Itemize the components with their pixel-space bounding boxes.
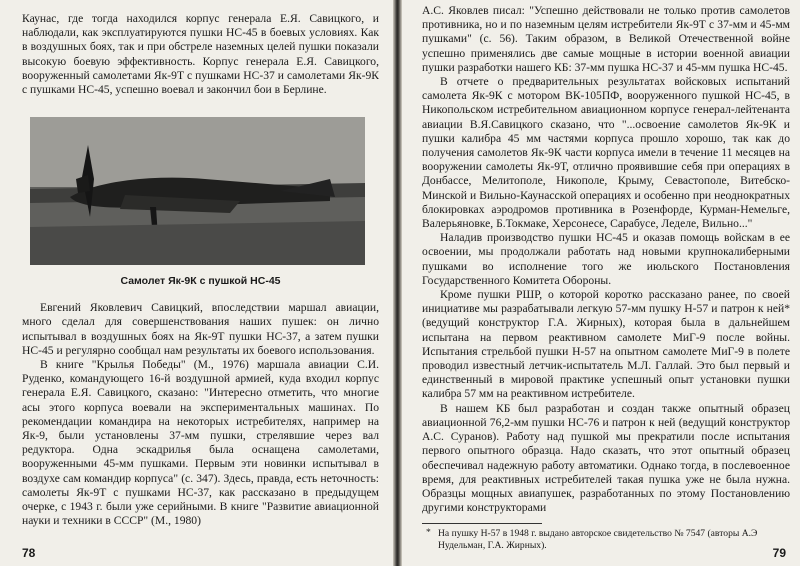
footnote-rule [422,523,542,524]
paragraph: Евгений Яковлевич Савицкий, впоследствии маршал авиации, много сделал для совершенствования наших пушек: он лично испытывал в воздушных боях на Як-9Т пушки НС-37, а затем пушки НС-45 и регулярно сообщал нам результаты их боевого использования. [22,301,379,357]
photo-caption: Самолет Як-9К с пушкой НС-45 [120,275,281,288]
paragraph: В отчете о предварительных результатах войсковых испытаний самолета Як-9К с мотором ВК-105ПФ, вооруженного пушкой НС-45, в Никопольском истребительном авиационном корпусе генерал-лейтенанта авиации В.Я.Савицкого сказано, что "...освоение самолетов Як-9К и пушки калибра 45 мм частями корпуса прошло хорошо, так как до получения самолетов Як-9К части корпуса имели в течение 11 месяцев на вооружении самолеты Як-9Т, отлично проявившие себя при операциях в Донбассе, Мелитополе, Никополе, Крыму, Севастополе, Витебско-Минской и Вильно-Каунасской операциях и особенно при неоднократных блокировках аэродромов противника в Розенфорде, Курман-Немельге, Валерьяновке, Б.Токмаке, Херсонесе, Сарабусе, Леделе, Вильно..." [422,75,790,231]
paragraph: Кроме пушки РШР, о которой коротко рассказано ранее, по своей инициативе мы разрабатывали легкую 57-мм пушку Н-57 и патрон к ней* (ведущий конструктор Г.А. Жирных), которая была в дальнейшем испытана на первом реактивном самолете МиГ-9 после войны. Испытания стрельбой пушки Н-57 на опытном самолете МиГ-9 в полете проводил известный летчик-испытатель М.Л. Галлай. Это был первый и единственный в мировой практике успешный опыт установки пушки калибра 57 мм на реактивном истребителе. [422,288,790,401]
aircraft-photo [30,117,365,265]
paragraph: В книге "Крылья Победы" (М., 1976) маршала авиации С.И. Руденко, командующего 16-й воздушной армией, куда входил корпус генерала Е.Я. Савицкого, сказано: "Интересно отметить, что многие асы этого корпуса воевали на экспериментальных машинах. По рекомендации командира на некоторых истребителях, например на Як-9, были установлены 37-мм пушки, стрелявшие через вал редуктора. Одна эскадрилья была оснащена самолетами, вооруженными 45-мм пушками. Первым эти новинки испытывал в воздухе сам командир корпуса" (с. 347). Здесь, правда, есть неточность: самолеты Як-9Т с пушками НС-37, как рассказано в предыдущем очерке, с 1943 г. были уже серийными. В книге "Развитие авиационной науки и техники в СССР" (М., 1980) [22,358,379,528]
page-number: 78 [22,546,36,560]
book-gutter [393,0,402,566]
page-number: 79 [772,546,786,560]
footnote-mark: * [426,527,431,539]
paragraph: Каунас, где тогда находился корпус генерала Е.Я. Савицкого, и наблюдали, как эксплуатируются пушки НС-45 в боевых условиях. Как в воздушных боях, так и при обстреле наземных целей пушки показали высокую боевую эффективность. Корпус генерала Е.Я. Савицкого, вооруженный самолетами Як-9Т с пушками НС-37 и самолетами Як-9К с пушками НС-45, успешно воевал и закончил бои в Берлине. [22,12,379,97]
right-page [402,0,800,566]
footnote-text: На пушку Н-57 в 1948 г. выдано авторское свидетельство № 7547 (авторы А.Э Нудельман, Г.А. Жирных). [438,528,758,552]
paragraph: Наладив производство пушки НС-45 и оказав помощь войскам в ее освоении, мы продолжали работать над новыми крупнокалиберными пушками во исполнение того же июльского Постановления Государственного Комитета Обороны. [422,231,790,287]
paragraph: В нашем КБ был разработан и создан также опытный образец авиационной 76,2-мм пушки НС-76 и патрон к ней (ведущий конструктор А.С. Суранов). Работу над пушкой мы прекратили после испытания первого опытного образца. Надо сказать, что этот опытный образец обеспечивал надежную работу автоматики. Однако тогда, в послевоенное время, для реактивных истребителей такая пушка уже не была нужна. Образцы мощных авиапушек, разработанных по этому Постановлению другими конструкторами [422,401,790,515]
left-page [0,0,393,566]
paragraph: А.С. Яковлев писал: "Успешно действовали не только против самолетов противника, но и по наземным целям истребители Як-9Т с 37-мм и 45-мм пушками" (с. 56). Таким образом, в Великой Отечественной войне успешно применялись две самые мощные в истории военной авиации пушки разработки нашего КБ: 37-мм пушка НС-37 и 45-мм пушка НС-45. [422,4,790,74]
footnote [422,528,790,552]
